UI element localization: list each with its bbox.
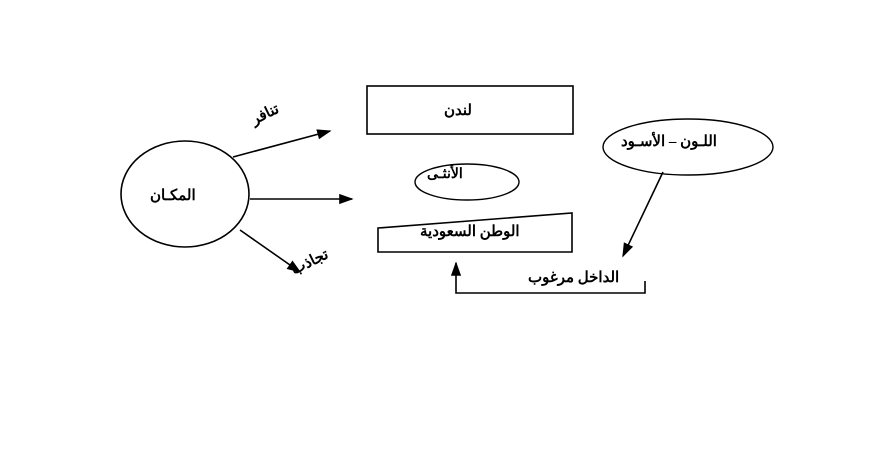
node-place-label: المكـان bbox=[150, 188, 196, 204]
edge-place-to-london bbox=[233, 131, 330, 157]
node-female-label: الأنثـى bbox=[427, 167, 463, 182]
edge-label-repel: تنافر bbox=[248, 101, 282, 129]
edge-colour-to-inside bbox=[623, 172, 663, 256]
node-london-label: لندن bbox=[444, 103, 472, 119]
node-inside-label: الداخل مرغوب bbox=[528, 270, 620, 286]
node-colour-label: اللـون – الأسـود bbox=[621, 134, 717, 150]
node-homeland-label: الوطن السعودية bbox=[420, 224, 520, 240]
edge-label-attract: تجاذب bbox=[288, 246, 332, 279]
